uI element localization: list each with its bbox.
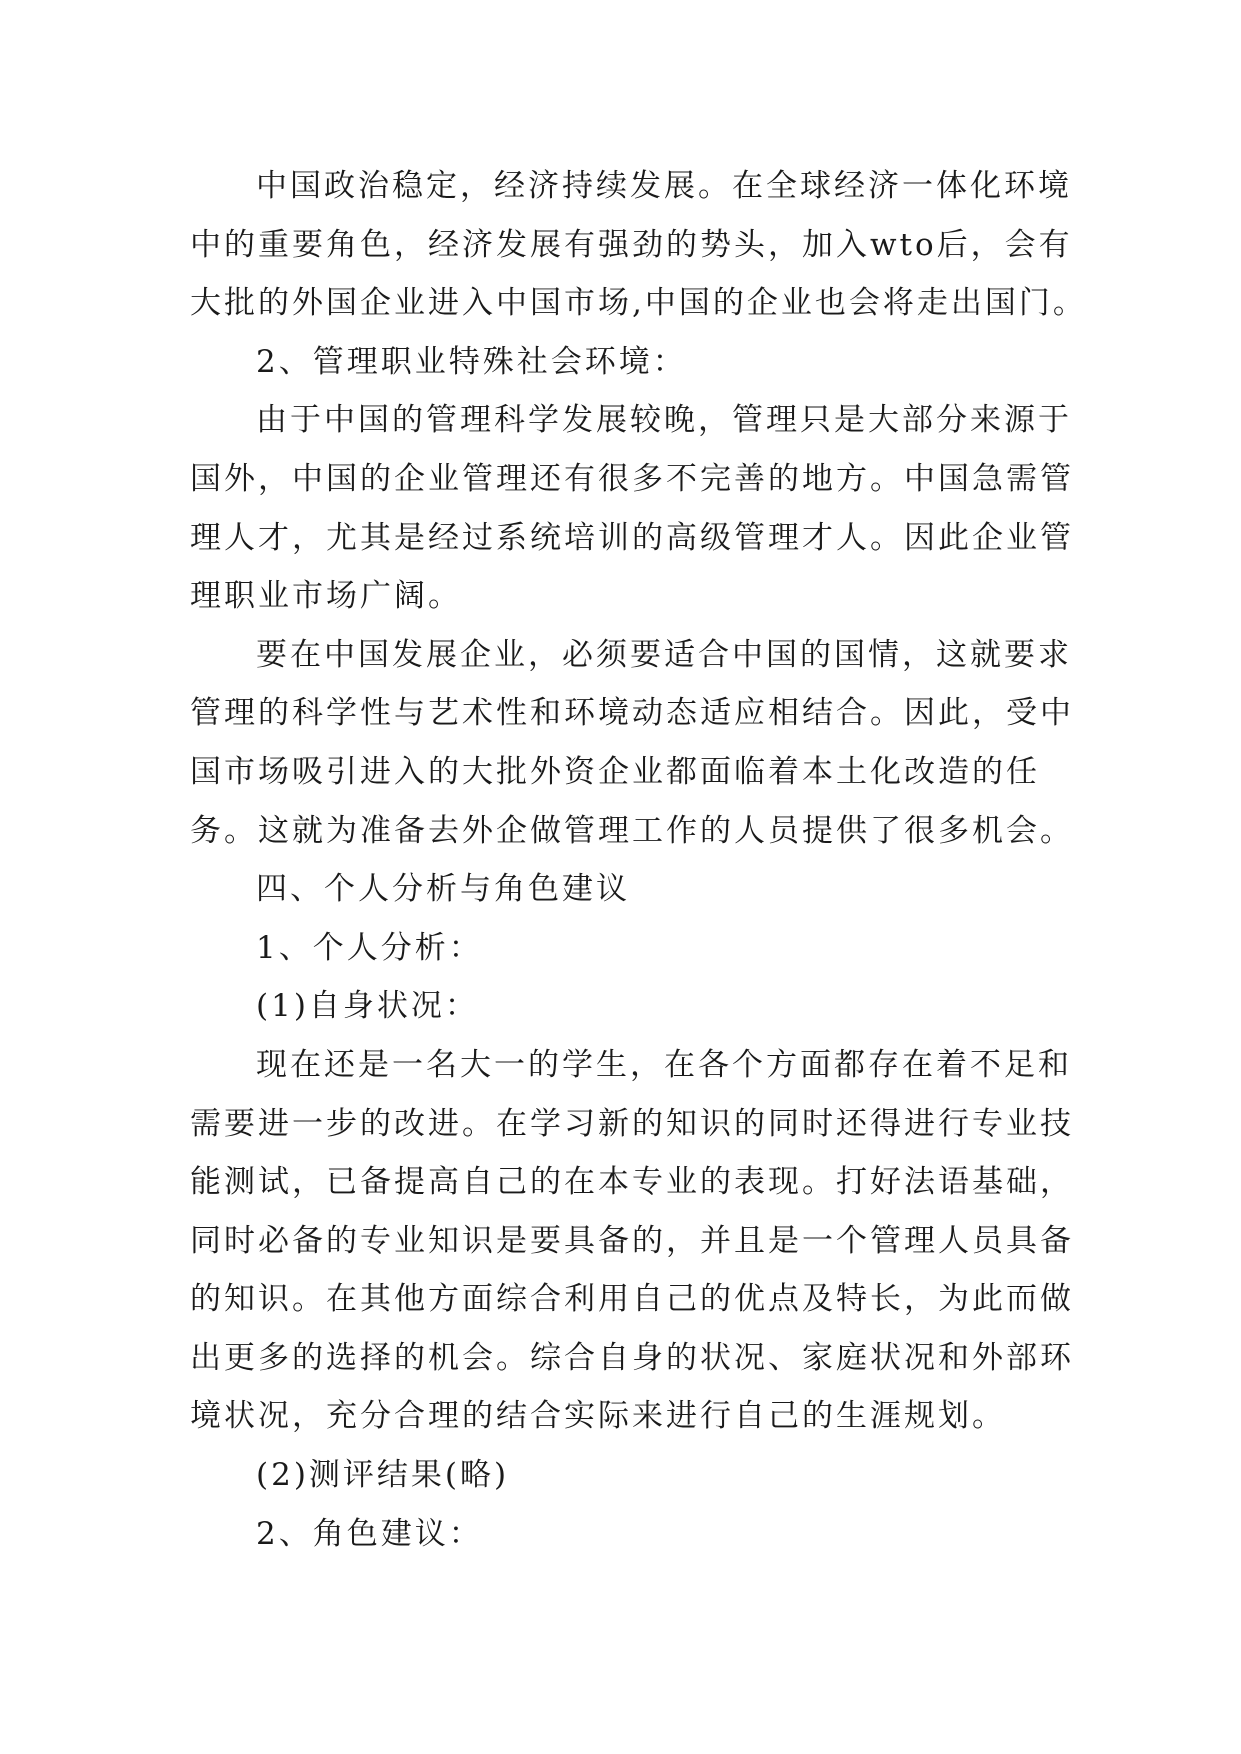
text-line: 境状况，充分合理的结合实际来进行自己的生涯规划。 bbox=[190, 1398, 1006, 1435]
text-line: 管理的科学性与艺术性和环境动态适应相结合。因此，受中 bbox=[190, 695, 1074, 732]
text-line: 现在还是一名大一的学生，在各个方面都存在着不足和 bbox=[256, 1046, 1072, 1083]
text-line: 出更多的选择的机会。综合自身的状况、家庭状况和外部环 bbox=[190, 1339, 1074, 1376]
text-line: 理职业市场广阔。 bbox=[190, 578, 462, 615]
text-line: (1)自身状况： bbox=[256, 988, 479, 1025]
text-line: 理人才，尤其是经过系统培训的高级管理才人。因此企业管 bbox=[190, 519, 1074, 556]
text-line: 1、个人分析： bbox=[256, 929, 483, 966]
document-body bbox=[190, 157, 1090, 1563]
text-line: 的知识。在其他方面综合利用自己的优点及特长，为此而做 bbox=[190, 1281, 1074, 1318]
text-line: 中的重要角色，经济发展有强劲的势头，加入wto后，会有 bbox=[190, 226, 1073, 263]
text-line: 2、管理职业特殊社会环境： bbox=[256, 343, 687, 380]
text-line: 同时必备的专业知识是要具备的，并且是一个管理人员具备 bbox=[190, 1222, 1074, 1259]
text-line: 要在中国发展企业，必须要适合中国的国情，这就要求 bbox=[256, 636, 1072, 673]
text-line: 务。这就为准备去外企做管理工作的人员提供了很多机会。 bbox=[190, 812, 1074, 849]
text-line: (2)测评结果(略) bbox=[256, 1457, 510, 1494]
text-line: 需要进一步的改进。在学习新的知识的同时还得进行专业技 bbox=[190, 1105, 1074, 1142]
text-line: 四、个人分析与角色建议 bbox=[256, 871, 630, 908]
text-line: 中国政治稳定，经济持续发展。在全球经济一体化环境 bbox=[256, 168, 1072, 204]
text-line: 能测试，已备提高自己的在本专业的表现。打好法语基础， bbox=[190, 1164, 1074, 1201]
text-line: 大批的外国企业进入中国市场,中国的企业也会将走出国门。 bbox=[190, 285, 1087, 322]
text-line: 国市场吸引进入的大批外资企业都面临着本土化改造的任 bbox=[190, 753, 1040, 790]
text-line: 国外，中国的企业管理还有很多不完善的地方。中国急需管 bbox=[190, 460, 1074, 497]
text-line: 由于中国的管理科学发展较晚，管理只是大部分来源于 bbox=[256, 402, 1072, 439]
text-line: 2、角色建议： bbox=[256, 1515, 483, 1552]
